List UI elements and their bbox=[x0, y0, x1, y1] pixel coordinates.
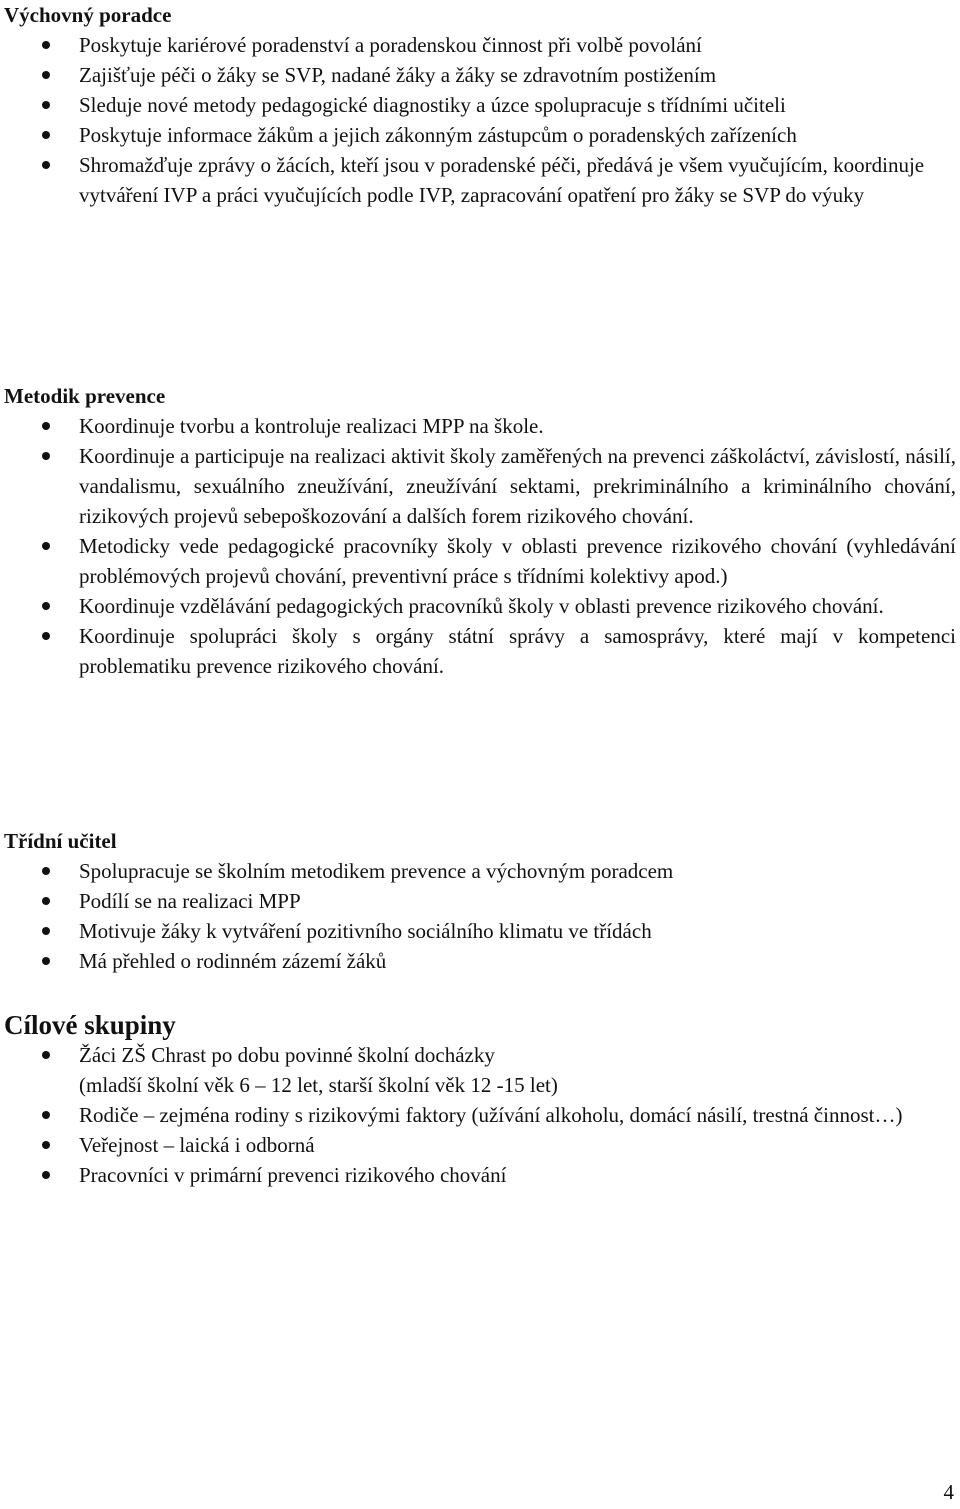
bullet-icon bbox=[42, 632, 50, 640]
list-item-text: Koordinuje spolupráci školy s orgány státní správy a samosprávy, které mají v kompetenci problematiku prevence rizikového chování. bbox=[79, 624, 956, 678]
list-item-text: Veřejnost – laická i odborná bbox=[79, 1133, 315, 1157]
section-heading: Cílové skupiny bbox=[4, 1010, 176, 1040]
list-item-text: Metodicky vede pedagogické pracovníky školy v oblasti prevence rizikového chování (vyhledávání problémových projevů chování, preventivní práce s třídními kolektivy apod.) bbox=[79, 534, 956, 588]
list-item bbox=[4, 120, 956, 150]
list-item bbox=[4, 1040, 956, 1100]
section-cilove-skupiny bbox=[4, 1008, 956, 1190]
list-item bbox=[4, 531, 956, 591]
list-item bbox=[4, 411, 956, 441]
list-item-text: Koordinuje a participuje na realizaci aktivit školy zaměřených na prevenci záškoláctví, závislostí, násilí, vandalismu, sexuálního zneužívání, zneužívání sektami, prekriminálního a kriminálního chování, rizikových projevů sebepoškozování a dalších forem rizikového chování. bbox=[79, 444, 956, 528]
bullet-icon bbox=[42, 161, 50, 169]
bullet-icon bbox=[42, 71, 50, 79]
bullet-icon bbox=[42, 1051, 50, 1059]
bullet-icon bbox=[42, 1111, 50, 1119]
list-item bbox=[4, 150, 956, 210]
bullet-icon bbox=[42, 422, 50, 430]
list-item bbox=[4, 916, 956, 946]
bullet-icon bbox=[42, 101, 50, 109]
list-item bbox=[4, 60, 956, 90]
section-heading: Výchovný poradce bbox=[4, 3, 172, 27]
bullet-icon bbox=[42, 927, 50, 935]
list-item bbox=[4, 30, 956, 60]
section-heading: Třídní učitel bbox=[4, 829, 117, 853]
list-item-text: Spolupracuje se školním metodikem prevence a výchovným poradcem bbox=[79, 859, 674, 883]
bullet-icon bbox=[42, 1171, 50, 1179]
bullet-icon bbox=[42, 542, 50, 550]
bullet-list bbox=[4, 30, 956, 210]
section-metodik-prevence bbox=[4, 381, 956, 681]
bullet-icon bbox=[42, 452, 50, 460]
section-tridni-ucitel bbox=[4, 826, 956, 976]
section-heading: Metodik prevence bbox=[4, 384, 166, 408]
list-item-subtext: (mladší školní věk 6 – 12 let, starší školní věk 12 -15 let) bbox=[79, 1073, 558, 1097]
list-item-text: Zajišťuje péči o žáky se SVP, nadané žáky a žáky se zdravotním postižením bbox=[79, 63, 717, 87]
list-item-text: Má přehled o rodinném zázemí žáků bbox=[79, 949, 387, 973]
list-item bbox=[4, 441, 956, 531]
list-item bbox=[4, 886, 956, 916]
bullet-list bbox=[4, 856, 956, 976]
list-item-text: Koordinuje vzdělávání pedagogických pracovníků školy v oblasti prevence rizikového chování. bbox=[79, 594, 884, 618]
list-item-text: Motivuje žáky k vytváření pozitivního sociálního klimatu ve třídách bbox=[79, 919, 652, 943]
bullet-icon bbox=[42, 602, 50, 610]
list-item bbox=[4, 621, 956, 681]
list-item bbox=[4, 591, 956, 621]
list-item bbox=[4, 856, 956, 886]
list-item bbox=[4, 946, 956, 976]
bullet-list bbox=[4, 411, 956, 681]
list-item bbox=[4, 1100, 956, 1130]
bullet-icon bbox=[42, 1141, 50, 1149]
list-item-text: Poskytuje kariérové poradenství a poradenskou činnost při volbě povolání bbox=[79, 33, 702, 57]
list-item-text: Koordinuje tvorbu a kontroluje realizaci MPP na škole. bbox=[79, 414, 544, 438]
list-item-text: Shromažďuje zprávy o žácích, kteří jsou v poradenské péči, předává je všem vyučujícím, koordinuje vytváření IVP a práci vyučujících podle IVP, zapracování opatření pro žáky se SVP do výuky bbox=[79, 153, 925, 207]
section-vychovny-poradce bbox=[4, 0, 956, 210]
list-item-text: Sleduje nové metody pedagogické diagnostiky a úzce spolupracuje s třídními učiteli bbox=[79, 93, 786, 117]
list-item bbox=[4, 1130, 956, 1160]
bullet-icon bbox=[42, 131, 50, 139]
list-item bbox=[4, 1160, 956, 1190]
list-item-text: Poskytuje informace žákům a jejich zákonným zástupcům o poradenských zařízeních bbox=[79, 123, 797, 147]
page-number: 4 bbox=[943, 1480, 954, 1504]
list-item-text: Rodiče – zejména rodiny s rizikovými faktory (užívání alkoholu, domácí násilí, trestná činnost…) bbox=[79, 1103, 903, 1127]
list-item-text: Pracovníci v primární prevenci rizikového chování bbox=[79, 1163, 507, 1187]
bullet-icon bbox=[42, 41, 50, 49]
bullet-icon bbox=[42, 867, 50, 875]
list-item bbox=[4, 90, 956, 120]
bullet-icon bbox=[42, 957, 50, 965]
bullet-icon bbox=[42, 897, 50, 905]
list-item-text: Žáci ZŠ Chrast po dobu povinné školní docházky bbox=[79, 1043, 495, 1067]
bullet-list bbox=[4, 1040, 956, 1190]
list-item-text: Podílí se na realizaci MPP bbox=[79, 889, 301, 913]
